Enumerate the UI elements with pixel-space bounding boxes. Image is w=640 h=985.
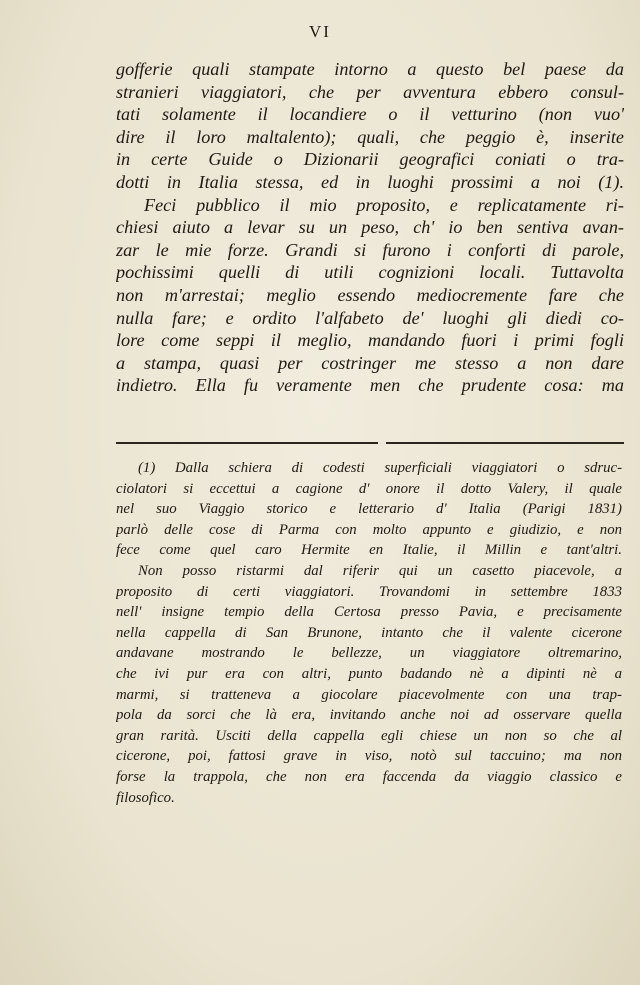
footnote-line: cicerone, poi, fattosi grave in viso, notò sul taccuino; ma non [116, 748, 622, 765]
text-line: chiesi aiuto a levar su un peso, ch' io ben sentiva avan- [116, 217, 624, 238]
footnote-line: Non posso ristarmi dal riferir qui un casetto piacevole, a [138, 562, 622, 579]
text-line: indietro. Ella fu veramente men che prudente cosa: ma [116, 375, 624, 396]
footnote-line: che ivi pur era con altri, punto badando nè a dipinti nè a [116, 665, 622, 682]
footnote-line: fece come quel caro Hermite en Italie, il Millin e tant'altri. [116, 542, 622, 559]
text-line: a stampa, quasi per costringer me stesso a non dare [116, 352, 624, 373]
footnote-line: pola da sorci che là era, invitando anche noi ad osservare quella [116, 707, 622, 724]
footnote-line: nel suo Viaggio storico e letterario d' Italia (Parigi 1831) [116, 501, 622, 518]
text-line: tati solamente il locandiere o il vetturino (non vuo' [116, 104, 624, 125]
text-line: pochissimi quelli di utili cognizioni locali. Tuttavolta [116, 262, 624, 283]
text-line: Feci pubblico il mio proposito, e replicatamente ri- [144, 194, 624, 215]
footnote-line: forse la trappola, che non era faccenda da viaggio classico e [116, 768, 622, 785]
footnote-line: gran rarità. Usciti della cappella egli chiese un non so che al [116, 727, 622, 744]
text-line: gofferie quali stampate intorno a questo bel paese da [116, 59, 624, 79]
footnote-line: proposito di certi viaggiatori. Trovandomi in settembre 1833 [116, 583, 622, 600]
footnotes [116, 458, 622, 808]
text-line: nulla fare; e ordito l'alfabeto de' luoghi gli diedi co- [116, 307, 624, 328]
text-line: dotti in Italia stessa, ed in luoghi prossimi a noi (1). [116, 171, 624, 192]
footnote-line: (1) Dalla schiera di codesti superficiali viaggiatori o sdruc- [138, 460, 622, 476]
page-number: VI [309, 22, 331, 41]
footnote-line: andavane mostrando le bellezze, un viaggiatore oltremarino, [116, 645, 622, 662]
text-line: dire il loro maltalento); quali, che peggio è, inserite [116, 126, 624, 147]
text-line: non m'arrestai; meglio essendo mediocremente fare che [116, 284, 624, 305]
main-text [116, 58, 624, 397]
footnote-line: ciolatori si eccettui a cagione d' onore il dotto Valery, il quale [116, 480, 622, 497]
text-line: lore come seppi il meglio, mandando fuori i primi fogli [116, 330, 624, 351]
footnote-line: nella cappella di San Brunone, intanto che il valente cicerone [116, 624, 622, 641]
footnote-line: nell' insigne tempio della Certosa presso Pavia, e precisamente [116, 604, 622, 621]
footnote-line: parlò delle cose di Parma con molto appunto e giudizio, e non [116, 521, 622, 538]
text-line: zar le mie forze. Grandi si furono i conforti di parole, [116, 239, 624, 260]
text-line: in certe Guide o Dizionarii geografici coniati o tra- [116, 149, 624, 170]
footnote-separator [116, 442, 624, 444]
footnote-line: filosofico. [116, 789, 175, 806]
footnote-line: marmi, si tratteneva a giocolare piacevolmente con una trap- [116, 686, 622, 703]
text-line: stranieri viaggiatori, che per avventura ebbero consul- [116, 81, 624, 102]
